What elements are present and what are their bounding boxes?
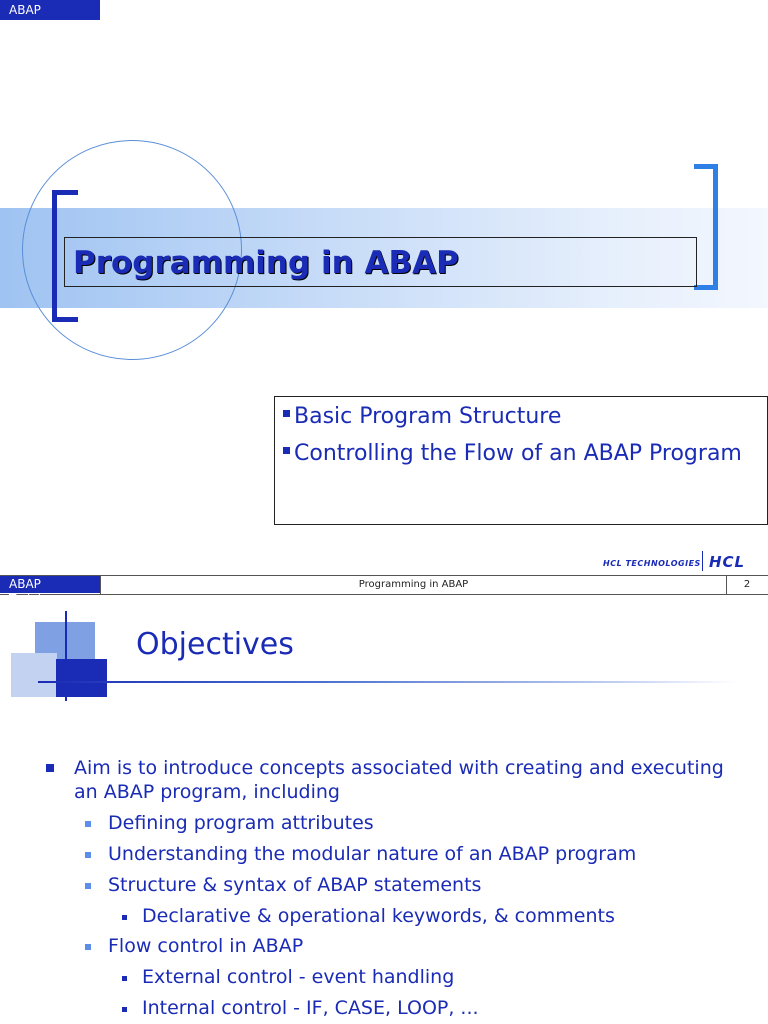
slide-title: Programming in ABAP: [73, 245, 459, 281]
decorative-block: [11, 653, 57, 697]
square-bullet-icon: [283, 410, 290, 417]
square-bullet-icon: [122, 915, 127, 920]
slide-header-bar: [0, 575, 768, 606]
hcl-logo: [603, 551, 768, 571]
square-bullet-icon: [122, 1007, 127, 1012]
sub-sub-bullet-item: Declarative & operational keywords, & comments: [142, 904, 615, 928]
bullet-continuation: an ABAP program, including: [74, 781, 340, 803]
sub-bullet-item: Flow control in ABAP: [108, 934, 303, 958]
square-bullet-icon: [85, 883, 91, 889]
topic-label: Basic Program Structure: [294, 404, 562, 429]
sub-bullet-item: Defining program attributes: [108, 811, 374, 835]
title-box: [64, 237, 697, 287]
sub-sub-bullet-item: Internal control - IF, CASE, LOOP, ...: [142, 996, 479, 1020]
topic-item: [283, 440, 742, 468]
right-bracket-decoration: [694, 164, 718, 290]
logo-mark-text: HCL: [709, 553, 746, 571]
header-title: Programming in ABAP: [100, 576, 727, 594]
square-bullet-icon: [85, 852, 91, 858]
page-number: 2: [743, 579, 751, 590]
sub-bullet-item: Understanding the modular nature of an ABAP program: [108, 842, 636, 866]
sub-sub-bullet-item: External control - event handling: [142, 965, 454, 989]
decorative-block: [56, 659, 107, 697]
topics-box: [274, 396, 768, 525]
logo-divider: [702, 551, 703, 571]
sub-bullet-item: Structure & syntax of ABAP statements: [108, 873, 481, 897]
logo-company-text: HCL TECHNOLOGIES: [603, 559, 701, 568]
topic-label: Controlling the Flow of an ABAP Program: [294, 441, 742, 466]
square-bullet-icon: [122, 976, 127, 981]
course-tag: ABAP Training: [0, 576, 100, 593]
decorative-vertical-line: [65, 611, 67, 701]
square-bullet-icon: [46, 764, 54, 772]
title-underline: [38, 681, 738, 683]
square-bullet-icon: [85, 944, 91, 950]
square-bullet-icon: [85, 821, 91, 827]
bullet-item: Aim is to introduce concepts associated with creating and executing: [74, 756, 724, 780]
topic-item: [283, 403, 561, 431]
square-bullet-icon: [283, 447, 290, 454]
slide-title: Objectives: [136, 627, 294, 662]
course-tag: ABAP Training: [0, 0, 100, 20]
objectives-slide: [0, 575, 768, 1024]
